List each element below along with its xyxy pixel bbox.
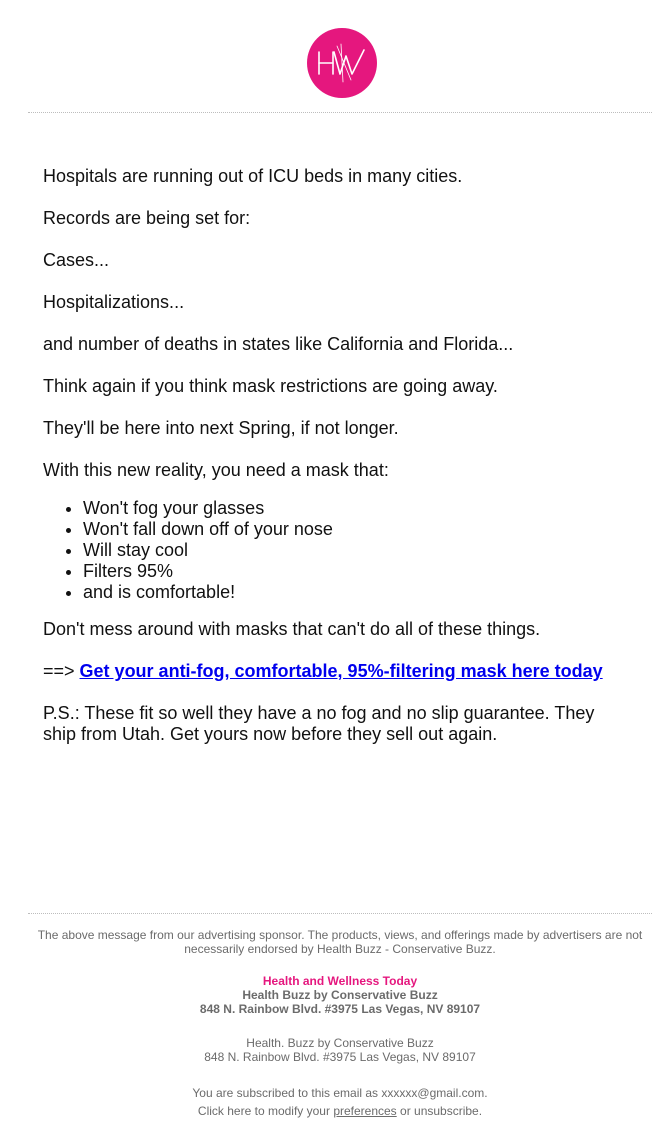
- sponsor-block: [28, 974, 652, 1016]
- preferences-line: [28, 1102, 652, 1120]
- cta-arrow: ==>: [43, 661, 80, 681]
- sponsor-name: Health and Wellness Today: [262, 974, 418, 988]
- company-name: Health. Buzz by Conservative Buzz: [246, 1036, 434, 1050]
- list-item: • Won't fog your glasses: [83, 498, 623, 519]
- cta-link[interactable]: Get your anti-fog, comfortable, 95%-filtering mask here today: [79, 661, 603, 681]
- company-address: 848 N. Rainbow Blvd. #3975 Las Vegas, NV 89107: [204, 1050, 476, 1064]
- company-block: [28, 1036, 652, 1064]
- list-item: • Filters 95%: [83, 561, 623, 582]
- list-item: • Will stay cool: [83, 540, 623, 561]
- paragraph-records: Records are being set for:: [43, 208, 251, 228]
- list-item: • and is comfortable!: [83, 582, 623, 603]
- sponsor-disclaimer: The above message from our advertising sponsor. The products, views, and offerings made by advertisers are not necessarily endorsed by Health Buzz - Conservative Buzz.: [37, 928, 643, 956]
- paragraph-icu: Hospitals are running out of ICU beds in many cities.: [43, 166, 463, 186]
- subscription-notice: You are subscribed to this email as xxxxxx@gmail.com.: [192, 1086, 488, 1100]
- email-body: [43, 166, 623, 766]
- paragraph-restrictions: Think again if you think mask restrictions are going away.: [43, 376, 498, 396]
- paragraph-spring: They'll be here into next Spring, if not longer.: [43, 418, 399, 438]
- paragraph-cases: Cases...: [43, 250, 110, 270]
- sponsor-address: 848 N. Rainbow Blvd. #3975 Las Vegas, NV 89107: [199, 1002, 481, 1016]
- paragraph-ps: P.S.: These fit so well they have a no fog and no slip guarantee. They ship from Utah. Get yours now before they sell out again.: [43, 703, 595, 744]
- footer: [28, 928, 652, 1120]
- modify-suffix: or unsubscribe.: [396, 1104, 483, 1118]
- paragraph-warning: Don't mess around with masks that can't do all of these things.: [43, 619, 541, 639]
- modify-prefix: Click here to modify your: [197, 1104, 334, 1118]
- cta-line: [43, 661, 623, 682]
- preferences-link[interactable]: preferences: [333, 1104, 397, 1118]
- top-divider: [28, 112, 652, 113]
- sponsor-company: Health Buzz by Conservative Buzz: [242, 988, 438, 1002]
- paragraph-deaths: and number of deaths in states like California and Florida...: [43, 334, 514, 354]
- feature-list: [43, 498, 623, 603]
- paragraph-hospitalizations: Hospitalizations...: [43, 292, 185, 312]
- paragraph-need-mask: With this new reality, you need a mask that:: [43, 460, 389, 480]
- header: [0, 28, 672, 103]
- bottom-divider: [28, 913, 652, 914]
- list-item: • Won't fall down off of your nose: [83, 519, 623, 540]
- brand-logo[interactable]: [307, 28, 377, 98]
- hw-logo-icon: [307, 28, 377, 98]
